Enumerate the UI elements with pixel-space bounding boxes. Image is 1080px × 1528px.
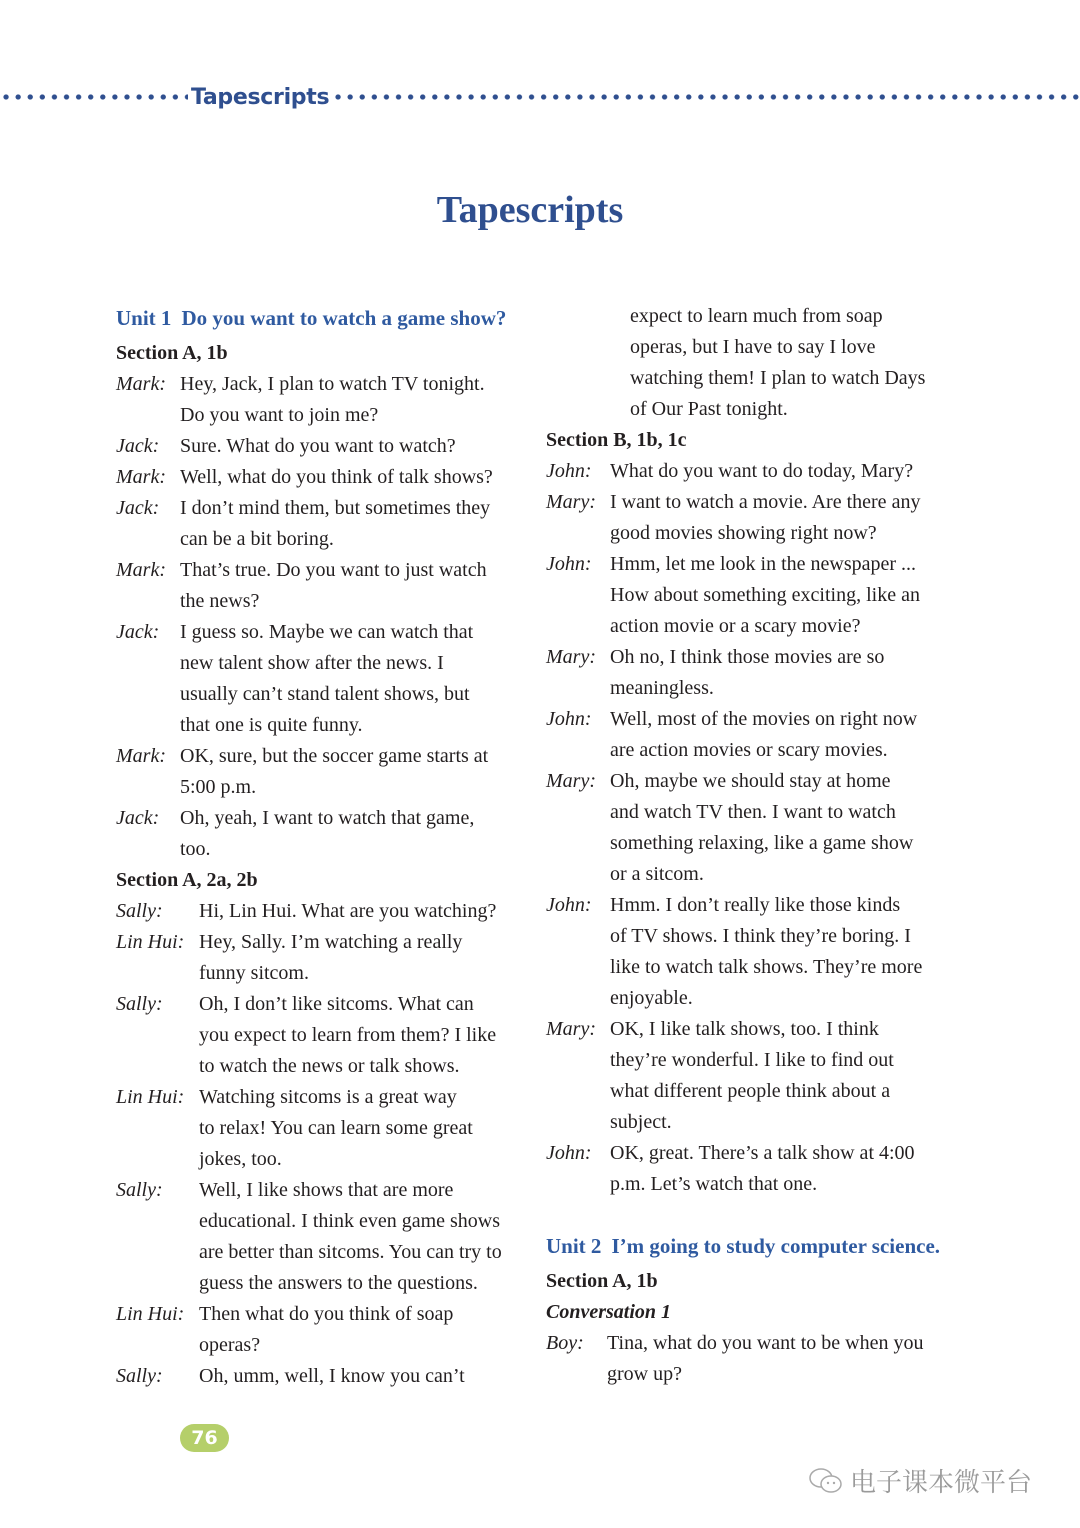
dialogue-text xyxy=(180,462,493,493)
dialogue-line xyxy=(116,803,526,865)
running-head-title: Tapescripts xyxy=(191,84,330,110)
text-line: educational. I think even game shows xyxy=(199,1210,501,1232)
speaker-name: Jack: xyxy=(116,435,160,457)
speaker-name: John: xyxy=(546,1142,592,1164)
speaker-name: Mark: xyxy=(116,466,166,488)
dialogue-text xyxy=(610,642,884,704)
dialogue-line xyxy=(116,927,526,989)
text-line: what different people think about a xyxy=(610,1080,891,1102)
text-line: OK, sure, but the soccer game starts at xyxy=(180,745,489,767)
text-line: new talent show after the news. I xyxy=(180,652,444,674)
unit-heading xyxy=(116,303,526,334)
watermark xyxy=(808,1462,1032,1499)
text-line: good movies showing right now? xyxy=(610,522,877,544)
dialogue-line xyxy=(546,1138,956,1200)
dialogue-text xyxy=(610,549,920,642)
section-heading: Section B, 1b, 1c xyxy=(546,429,687,451)
text-line: OK, I like talk shows, too. I think xyxy=(610,1018,879,1040)
dialogue-text xyxy=(180,493,490,555)
dialogue-text xyxy=(199,927,462,989)
text-line: Hey, Jack, I plan to watch TV tonight. xyxy=(180,373,485,395)
speaker-name: Mary: xyxy=(546,770,596,792)
speaker-name: Lin Hui: xyxy=(116,931,185,953)
dialogue-line xyxy=(116,431,526,462)
unit-title: I’m going to study computer science. xyxy=(611,1234,941,1258)
dialogue-line xyxy=(116,1175,526,1299)
speaker-name: Sally: xyxy=(116,900,163,922)
text-line: Well, what do you think of talk shows? xyxy=(180,466,493,488)
text-line: p.m. Let’s watch that one. xyxy=(610,1173,818,1195)
text-line: Do you want to join me? xyxy=(180,404,379,426)
text-line: guess the answers to the questions. xyxy=(199,1272,478,1294)
page-title: Tapescripts xyxy=(436,189,624,231)
speaker-name: Boy: xyxy=(546,1332,584,1354)
dialogue-text xyxy=(199,896,496,927)
speaker-name: Lin Hui: xyxy=(116,1086,185,1108)
text-line: to watch the news or talk shows. xyxy=(199,1055,460,1077)
text-line: they’re wonderful. I like to find out xyxy=(610,1049,894,1071)
text-line: Oh, maybe we should stay at home xyxy=(610,770,891,792)
speaker-name: Jack: xyxy=(116,807,160,829)
speaker-name: Jack: xyxy=(116,497,160,519)
dialogue-text xyxy=(180,617,473,741)
text-line: are action movies or scary movies. xyxy=(610,739,888,761)
speaker-name: John: xyxy=(546,708,592,730)
dialogue-text xyxy=(610,704,917,766)
speaker-name: Sally: xyxy=(116,1179,163,1201)
dialogue-text xyxy=(630,301,925,425)
dialogue-text xyxy=(180,555,487,617)
dialogue-text xyxy=(199,1361,465,1392)
text-line: watching them! I plan to watch Days xyxy=(630,367,926,389)
dialogue-line xyxy=(116,896,526,927)
text-line: Hey, Sally. I’m watching a really xyxy=(199,931,463,953)
dialogue-text xyxy=(607,1328,923,1390)
speaker-name: Mark: xyxy=(116,373,166,395)
text-line: enjoyable. xyxy=(610,987,693,1009)
dialogue-line xyxy=(546,456,956,487)
dotted-rule-right xyxy=(332,94,1080,100)
text-line: What do you want to do today, Mary? xyxy=(610,460,914,482)
text-line: and watch TV then. I want to watch xyxy=(610,801,896,823)
dialogue-text xyxy=(180,369,485,431)
dialogue-text xyxy=(199,1082,473,1175)
text-line: Tina, what do you want to be when you xyxy=(607,1332,924,1354)
speaker-name: Jack: xyxy=(116,621,160,643)
dialogue-text xyxy=(610,456,913,487)
dialogue-line xyxy=(546,642,956,704)
speaker-name: Mary: xyxy=(546,491,596,513)
text-line: expect to learn much from soap xyxy=(630,305,883,327)
unit-number: Unit 1 xyxy=(116,306,172,330)
speaker-name: Mark: xyxy=(116,559,166,581)
running-header xyxy=(0,80,1080,114)
dialogue-line xyxy=(116,1082,526,1175)
text-line: to relax! You can learn some great xyxy=(199,1117,473,1139)
dialogue-line xyxy=(546,704,956,766)
text-line: meaningless. xyxy=(610,677,714,699)
dialogue-text xyxy=(199,1175,502,1299)
text-line: Oh, I don’t like sitcoms. What can xyxy=(199,993,474,1015)
dialogue-text xyxy=(610,890,922,1014)
spacer xyxy=(546,1200,956,1231)
dialogue-text xyxy=(610,487,920,549)
text-line: That’s true. Do you want to just watch xyxy=(180,559,487,581)
speaker-name: Sally: xyxy=(116,1365,163,1387)
dialogue-line xyxy=(116,555,526,617)
dialogue-line xyxy=(546,890,956,1014)
watermark-text: 电子课本微平台 xyxy=(850,1468,1033,1498)
dialogue-text xyxy=(610,766,913,890)
unit-heading xyxy=(546,1231,956,1262)
right-column xyxy=(546,301,956,1390)
dialogue-line xyxy=(546,301,956,425)
text-line: grow up? xyxy=(607,1363,682,1385)
subsection-heading: Conversation 1 xyxy=(546,1301,672,1323)
text-line: Well, most of the movies on right now xyxy=(610,708,918,730)
text-line: too. xyxy=(180,838,211,860)
speaker-name: John: xyxy=(546,894,592,916)
page-number-badge: 76 xyxy=(180,1424,229,1452)
dialogue-line xyxy=(116,369,526,431)
text-line: Then what do you think of soap xyxy=(199,1303,454,1325)
dialogue-text xyxy=(610,1138,915,1200)
text-line: I guess so. Maybe we can watch that xyxy=(180,621,474,643)
text-line: Hmm, let me look in the newspaper ... xyxy=(610,553,917,575)
dialogue-line xyxy=(116,617,526,741)
text-line: funny sitcom. xyxy=(199,962,309,984)
text-line: Hmm. I don’t really like those kinds xyxy=(610,894,901,916)
text-line: Hi, Lin Hui. What are you watching? xyxy=(199,900,497,922)
text-line: Well, I like shows that are more xyxy=(199,1179,454,1201)
dialogue-line xyxy=(116,1361,526,1392)
dialogue-text xyxy=(180,431,456,462)
speaker-name: Sally: xyxy=(116,993,163,1015)
text-line: the news? xyxy=(180,590,260,612)
section-heading: Section A, 1b xyxy=(116,342,228,364)
dotted-rule-left xyxy=(0,94,188,100)
text-line: I want to watch a movie. Are there any xyxy=(610,491,921,513)
text-line: Oh, umm, well, I know you can’t xyxy=(199,1365,465,1387)
text-line: jokes, too. xyxy=(199,1148,282,1170)
speaker-name: Mary: xyxy=(546,646,596,668)
text-line: Oh, yeah, I want to watch that game, xyxy=(180,807,475,829)
dialogue-line xyxy=(546,549,956,642)
text-line: are better than sitcoms. You can try to xyxy=(199,1241,502,1263)
text-line: usually can’t stand talent shows, but xyxy=(180,683,470,705)
text-line: operas, but I have to say I love xyxy=(630,336,876,358)
section-heading: Section A, 2a, 2b xyxy=(116,869,258,891)
dialogue-line xyxy=(546,1328,956,1390)
text-line: Oh no, I think those movies are so xyxy=(610,646,885,668)
text-line: operas? xyxy=(199,1334,261,1356)
dialogue-line xyxy=(546,766,956,890)
dialogue-line xyxy=(116,989,526,1082)
dialogue-line xyxy=(116,462,526,493)
text-line: you expect to learn from them? I like xyxy=(199,1024,497,1046)
text-line: How about something exciting, like an xyxy=(610,584,920,606)
unit-title: Do you want to watch a game show? xyxy=(181,306,507,330)
text-line: subject. xyxy=(610,1111,672,1133)
text-line: of Our Past tonight. xyxy=(630,398,788,420)
text-line: Watching sitcoms is a great way xyxy=(199,1086,457,1108)
dialogue-line xyxy=(546,487,956,549)
text-line: can be a bit boring. xyxy=(180,528,334,550)
text-line: that one is quite funny. xyxy=(180,714,363,736)
dialogue-line xyxy=(546,1014,956,1138)
dialogue-text xyxy=(180,803,474,865)
text-line: something relaxing, like a game show xyxy=(610,832,914,854)
text-line: like to watch talk shows. They’re more xyxy=(610,956,923,978)
text-line: of TV shows. I think they’re boring. I xyxy=(610,925,911,947)
speaker-name: John: xyxy=(546,460,592,482)
text-line: OK, great. There’s a talk show at 4:00 xyxy=(610,1142,915,1164)
speaker-name: Mark: xyxy=(116,745,166,767)
speaker-name xyxy=(546,301,630,425)
speaker-name: Mary: xyxy=(546,1018,596,1040)
dialogue-line xyxy=(116,493,526,555)
left-column xyxy=(116,303,526,1392)
speaker-name: John: xyxy=(546,553,592,575)
dialogue-line xyxy=(116,741,526,803)
unit-number: Unit 2 xyxy=(546,1234,602,1258)
text-line: Sure. What do you want to watch? xyxy=(180,435,456,457)
dialogue-text xyxy=(199,1299,453,1361)
dialogue-line xyxy=(116,1299,526,1361)
text-line: 5:00 p.m. xyxy=(180,776,257,798)
text-line: I don’t mind them, but sometimes they xyxy=(180,497,491,519)
dialogue-text xyxy=(199,989,496,1082)
wechat-icon xyxy=(808,1466,844,1496)
dialogue-text xyxy=(610,1014,894,1138)
text-line: action movie or a scary movie? xyxy=(610,615,861,637)
speaker-name: Lin Hui: xyxy=(116,1303,185,1325)
text-line: or a sitcom. xyxy=(610,863,704,885)
dialogue-text xyxy=(180,741,488,803)
section-heading: Section A, 1b xyxy=(546,1270,658,1292)
